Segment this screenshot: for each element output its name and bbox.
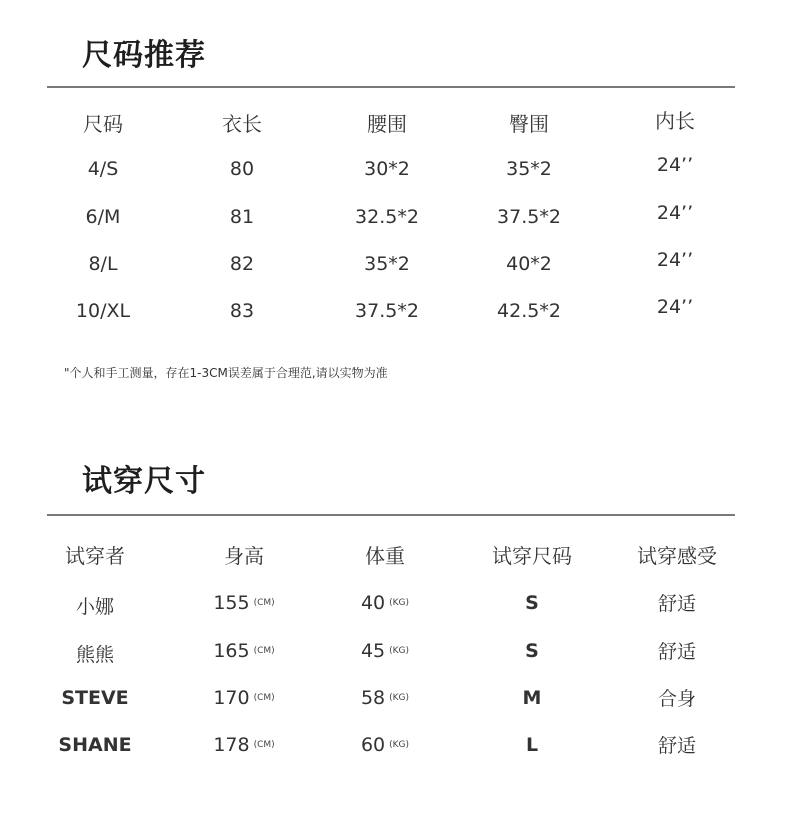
cell-tester: 小娜 [75, 596, 115, 618]
height-unit: (CM) [253, 598, 275, 608]
cell-height [213, 734, 274, 756]
cell-weight [361, 687, 409, 709]
weight-value: 60 [360, 734, 386, 756]
cell-inseam: 24’’ [656, 296, 694, 318]
header-inseam: 内长 [655, 109, 695, 133]
weight-unit: (KG) [389, 646, 410, 656]
cell-weight [361, 640, 409, 662]
cell-waist: 37.5*2 [355, 300, 419, 322]
cell-height [213, 592, 274, 614]
height-value: 165 [213, 640, 250, 662]
cell-hip: 42.5*2 [497, 300, 561, 322]
cell-size: 4/S [87, 158, 119, 180]
header-feel: 试穿感受 [637, 544, 717, 568]
cell-inseam: 24’’ [656, 249, 694, 271]
cell-size: 8/L [88, 253, 118, 275]
cell-height [213, 640, 274, 662]
measurement-note: "个人和手工测量，存在1-3CM误差属于合理范,请以实物为准 [64, 366, 388, 380]
size-section-divider [47, 86, 735, 88]
header-tester: 试穿者 [65, 544, 125, 568]
cell-tester: STEVE [61, 687, 129, 709]
cell-waist: 32.5*2 [355, 206, 419, 228]
height-unit: (CM) [253, 740, 275, 750]
cell-feel: 舒适 [657, 641, 697, 663]
cell-try-size: L [525, 734, 539, 756]
cell-size: 10/XL [75, 300, 131, 322]
height-unit: (CM) [253, 693, 275, 703]
height-value: 170 [213, 687, 250, 709]
weight-unit: (KG) [389, 598, 410, 608]
cell-feel: 合身 [657, 688, 697, 710]
cell-try-size: M [522, 687, 542, 709]
cell-hip: 35*2 [506, 158, 552, 180]
size-section-title: 尺码推荐 [82, 38, 206, 73]
cell-waist: 35*2 [364, 253, 410, 275]
cell-weight [361, 734, 409, 756]
weight-value: 45 [360, 640, 386, 662]
weight-value: 58 [360, 687, 386, 709]
cell-hip: 37.5*2 [497, 206, 561, 228]
cell-try-size: S [525, 640, 539, 662]
height-value: 155 [213, 592, 250, 614]
cell-inseam: 24’’ [656, 202, 694, 224]
cell-tester: SHANE [58, 734, 132, 756]
cell-length: 80 [229, 158, 255, 180]
header-try-size: 试穿尺码 [492, 544, 572, 568]
cell-waist: 30*2 [364, 158, 410, 180]
cell-length: 81 [229, 206, 255, 228]
weight-value: 40 [360, 592, 386, 614]
try-section-divider [47, 514, 735, 516]
weight-unit: (KG) [389, 693, 410, 703]
cell-length: 83 [229, 300, 255, 322]
cell-try-size: S [525, 592, 539, 614]
cell-feel: 舒适 [657, 593, 697, 615]
cell-weight [361, 592, 409, 614]
weight-unit: (KG) [389, 740, 410, 750]
height-value: 178 [213, 734, 250, 756]
header-size: 尺码 [83, 112, 123, 136]
cell-length: 82 [229, 253, 255, 275]
header-waist: 腰围 [367, 112, 407, 136]
try-section-title: 试穿尺寸 [82, 464, 206, 499]
header-weight: 体重 [365, 544, 405, 568]
height-unit: (CM) [253, 646, 275, 656]
cell-tester: 熊熊 [75, 644, 115, 666]
cell-size: 6/M [85, 206, 121, 228]
header-hip: 臀围 [509, 112, 549, 136]
cell-inseam: 24’’ [656, 154, 694, 176]
cell-feel: 舒适 [657, 735, 697, 757]
header-length: 衣长 [222, 112, 262, 136]
header-height: 身高 [224, 544, 264, 568]
cell-hip: 40*2 [506, 253, 552, 275]
cell-height [213, 687, 274, 709]
